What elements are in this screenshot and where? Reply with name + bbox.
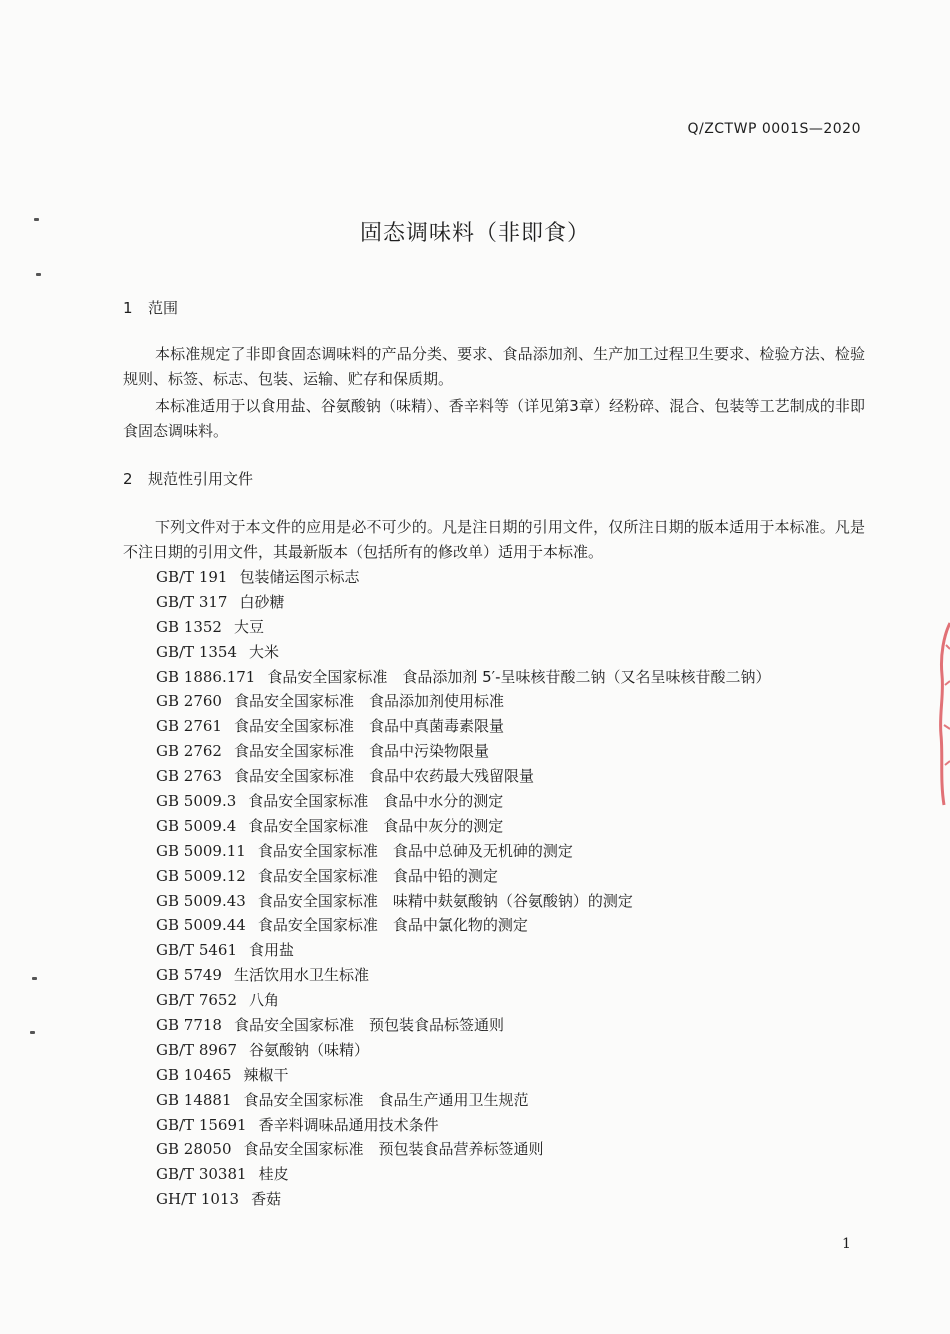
reference-code: GB/T 7652 — [156, 991, 238, 1010]
reference-item — [156, 938, 771, 963]
reference-item — [156, 789, 771, 814]
reference-code: GB 5009.12 — [156, 866, 246, 885]
references-intro-paragraph: 下列文件对于本文件的应用是必不可少的。凡是注日期的引用文件，仅所注日期的版本适用于本标准。凡是不注日期的引用文件，其最新版本（包括所有的修改单）适用于本标准。 — [123, 518, 865, 561]
scope-paragraph-2: 本标准适用于以食用盐、谷氨酸钠（味精）、香辛料等（详见第3章）经粉碎、混合、包装等工艺制成的非即食固态调味料。 — [123, 397, 865, 440]
reference-title: 谷氨酸钠（味精） — [249, 1040, 370, 1059]
reference-item — [156, 963, 771, 988]
reference-code: GB 1886.171 — [156, 667, 256, 686]
reference-item — [156, 889, 771, 914]
reference-title: 食品安全国家标准 食品中真菌毒素限量 — [233, 717, 504, 736]
reference-code: GB 5009.44 — [156, 916, 246, 935]
scope-paragraph-1: 本标准规定了非即食固态调味料的产品分类、要求、食品添加剂、生产加工过程卫生要求、检验方法、检验规则、标签、标志、包装、运输、贮存和保质期。 — [123, 345, 865, 388]
section-number: 2 — [123, 470, 133, 488]
reference-title: 食品安全国家标准 食品添加剂 5′-呈味核苷酸二钠（又名呈味核苷酸二钠） — [267, 667, 771, 686]
reference-title: 食品安全国家标准 预包装食品营养标签通则 — [243, 1140, 544, 1159]
reference-title: 食品安全国家标准 预包装食品标签通则 — [233, 1016, 504, 1035]
reference-code: GB 5009.3 — [156, 792, 237, 811]
reference-code: GB/T 30381 — [156, 1165, 247, 1184]
reference-code: GB/T 8967 — [156, 1040, 238, 1059]
reference-code: GB/T 5461 — [156, 941, 238, 960]
section-title: 范围 — [148, 299, 179, 317]
reference-title: 食品安全国家标准 食品中总砷及无机砷的测定 — [257, 841, 573, 860]
reference-item — [156, 590, 771, 615]
reference-title: 八角 — [249, 991, 280, 1010]
binding-hole-mark — [30, 1031, 35, 1034]
reference-item — [156, 988, 771, 1013]
reference-code: GB 5009.4 — [156, 816, 237, 835]
reference-code: GB 1352 — [156, 617, 222, 636]
section-heading-scope — [123, 297, 178, 318]
binding-hole-mark — [34, 218, 39, 221]
reference-title: 生活饮用水卫生标准 — [233, 966, 369, 985]
reference-title: 食品安全国家标准 食品中铅的测定 — [257, 866, 498, 885]
reference-item — [156, 1162, 771, 1187]
reference-item — [156, 1113, 771, 1138]
reference-code: GB/T 15691 — [156, 1115, 247, 1134]
reference-code: GB 10465 — [156, 1065, 232, 1084]
reference-item — [156, 739, 771, 764]
section-title: 规范性引用文件 — [148, 470, 254, 488]
reference-list — [156, 565, 771, 1212]
reference-title: 大豆 — [233, 617, 264, 636]
reference-title: 食品安全国家标准 食品中水分的测定 — [248, 792, 504, 811]
reference-item — [156, 864, 771, 889]
reference-item — [156, 1038, 771, 1063]
reference-title: 食品安全国家标准 食品中灰分的测定 — [248, 816, 504, 835]
reference-code: GB 2762 — [156, 742, 222, 761]
reference-title: 辣椒干 — [243, 1065, 289, 1084]
reference-item — [156, 839, 771, 864]
reference-title: 食品安全国家标准 食品中氯化物的测定 — [257, 916, 528, 935]
reference-item — [156, 1013, 771, 1038]
reference-code: GB 14881 — [156, 1090, 232, 1109]
reference-title: 食品安全国家标准 味精中麸氨酸钠（谷氨酸钠）的测定 — [257, 891, 633, 910]
reference-item — [156, 764, 771, 789]
seal-stamp-edge — [936, 615, 950, 815]
reference-title: 桂皮 — [258, 1165, 289, 1184]
reference-code: GB 5009.43 — [156, 891, 246, 910]
reference-code: GB/T 317 — [156, 592, 228, 611]
reference-title: 食品安全国家标准 食品添加剂使用标准 — [233, 692, 504, 711]
reference-title: 食品安全国家标准 食品中污染物限量 — [233, 742, 489, 761]
reference-title: 香辛料调味品通用技术条件 — [258, 1115, 439, 1134]
document-code: Q/ZCTWP 0001S—2020 — [687, 121, 861, 137]
reference-code: GB 2761 — [156, 717, 222, 736]
reference-title: 包装储运图示标志 — [239, 568, 360, 586]
reference-code: GB/T 1354 — [156, 642, 238, 661]
reference-item — [156, 1137, 771, 1162]
reference-code: GB 7718 — [156, 1016, 222, 1035]
reference-item — [156, 714, 771, 739]
reference-title: 白砂糖 — [239, 592, 285, 611]
reference-item — [156, 913, 771, 938]
binding-hole-mark — [32, 977, 37, 980]
reference-item — [156, 814, 771, 839]
reference-item — [156, 1088, 771, 1113]
binding-hole-mark — [36, 273, 41, 276]
reference-item — [156, 1187, 771, 1212]
reference-code: GB 2763 — [156, 767, 222, 786]
reference-code: GB 28050 — [156, 1140, 232, 1159]
reference-code: GB 5749 — [156, 966, 222, 985]
reference-item — [156, 1063, 771, 1088]
page-number: 1 — [842, 1236, 851, 1252]
reference-title: 食品安全国家标准 食品生产通用卫生规范 — [243, 1090, 529, 1109]
reference-item — [156, 565, 771, 590]
reference-title: 食品安全国家标准 食品中农药最大残留限量 — [233, 767, 534, 786]
reference-item — [156, 640, 771, 665]
reference-title: 食用盐 — [249, 941, 295, 960]
section-number: 1 — [123, 299, 133, 317]
document-title: 固态调味料（非即食） — [359, 221, 590, 246]
reference-item — [156, 665, 771, 690]
reference-code: GH/T 1013 — [156, 1190, 240, 1209]
reference-item — [156, 615, 771, 640]
section-heading-normative-references — [123, 468, 253, 489]
reference-title: 大米 — [249, 642, 280, 661]
reference-code: GB/T 191 — [156, 568, 228, 586]
reference-code: GB 5009.11 — [156, 841, 246, 860]
reference-code: GB 2760 — [156, 692, 222, 711]
reference-title: 香菇 — [251, 1190, 282, 1209]
reference-item — [156, 689, 771, 714]
